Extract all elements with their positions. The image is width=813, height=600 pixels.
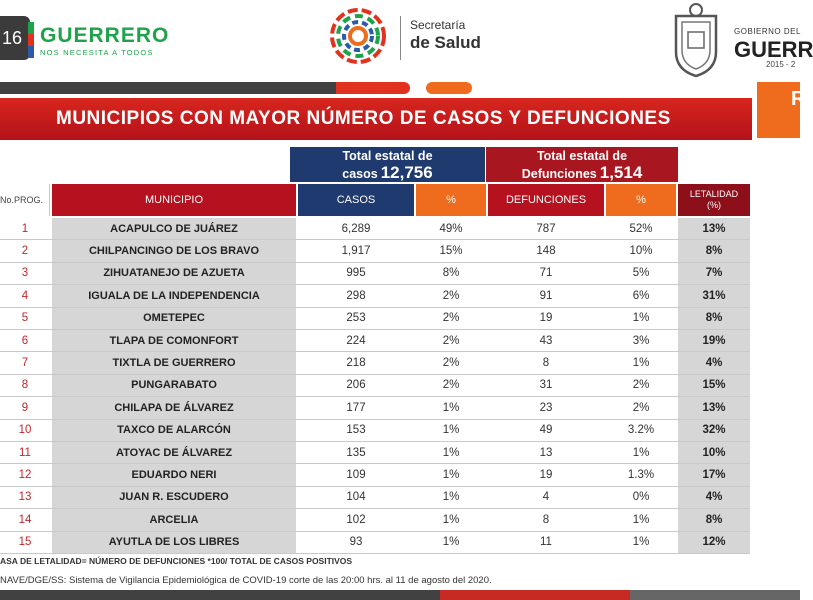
total-deaths-line: [486, 164, 678, 183]
cell-prog: 14: [18, 513, 32, 526]
table-row: [0, 397, 750, 419]
cell-defunciones: 787: [536, 222, 556, 235]
cell-casos: 6,289: [341, 222, 371, 235]
header-stripe-red: [336, 82, 410, 94]
cell-def-pct: 1%: [632, 536, 650, 549]
table-row: [0, 352, 750, 374]
total-deaths-value: 1,514: [599, 163, 643, 182]
cell-casos-pct: 15%: [439, 245, 463, 258]
footer-stripe-dark: [0, 590, 440, 600]
cell-defunciones: 19: [539, 312, 553, 325]
cell-def-pct: 3.2%: [627, 424, 655, 437]
footer-stripe-red: [440, 590, 630, 600]
cell-casos-pct: 49%: [439, 222, 463, 235]
cell-def-pct: 0%: [632, 491, 650, 504]
cell-municipio: CHILPANCINGO DE LOS BRAVO: [52, 240, 296, 261]
header-def-pct: %: [606, 184, 676, 216]
cell-letalidad: 4%: [678, 487, 750, 508]
cell-casos: 995: [346, 267, 366, 280]
cell-def-pct: 1%: [632, 357, 650, 370]
cell-letalidad: 4%: [678, 352, 750, 373]
cell-municipio: EDUARDO NERI: [52, 464, 296, 485]
cell-prog: 10: [18, 424, 32, 437]
footer-stripe-gray: [630, 590, 800, 600]
cell-casos-pct: 2%: [442, 334, 460, 347]
table-row: [0, 263, 750, 285]
table-row: [0, 375, 750, 397]
cell-municipio: TAXCO DE ALARCÓN: [52, 420, 296, 441]
cell-casos: 135: [346, 446, 366, 459]
cell-municipio: TIXTLA DE GUERRERO: [52, 352, 296, 373]
cell-prog: 6: [21, 334, 29, 347]
gobierno-label: GOBIERNO DEL: [734, 27, 801, 36]
cell-casos: 153: [346, 424, 366, 437]
header: [0, 0, 813, 82]
cell-def-pct: 10%: [629, 245, 653, 258]
cell-municipio: ARCELIA: [52, 509, 296, 530]
guerrero-flag-icon: [28, 22, 34, 58]
cell-prog: 15: [18, 536, 32, 549]
side-panel-letter: R: [791, 88, 806, 110]
cell-prog: 2: [21, 245, 29, 258]
cell-defunciones: 91: [539, 289, 553, 302]
header-prog: No.PROG.: [0, 184, 50, 216]
cell-defunciones: 13: [539, 446, 553, 459]
cell-letalidad: 13%: [678, 218, 750, 239]
cell-casos: 298: [346, 289, 366, 302]
cell-letalidad: 8%: [678, 308, 750, 329]
total-deaths-label: Total estatal de: [536, 149, 628, 163]
cell-casos: 224: [346, 334, 366, 347]
source-note: NAVE/DGE/SS: Sistema de Vigilancia Epidemiológica de COVID-19 corte de las 20:00 hrs. al 11 de agosto del 2020.: [0, 575, 492, 586]
cell-defunciones: 4: [542, 491, 550, 504]
table-row: [0, 218, 750, 240]
cell-defunciones: 31: [539, 379, 553, 392]
cell-letalidad: 7%: [678, 263, 750, 284]
cell-casos-pct: 1%: [442, 491, 460, 504]
letalidad-note: ASA DE LETALIDAD= NÚMERO DE DEFUNCIONES *100/ TOTAL DE CASOS POSITIVOS: [0, 556, 353, 566]
cell-letalidad: 10%: [678, 442, 750, 463]
cell-casos-pct: 2%: [442, 379, 460, 392]
cell-casos: 104: [346, 491, 366, 504]
header-separator: [400, 16, 401, 60]
cell-casos: 93: [349, 536, 363, 549]
cell-prog: 11: [19, 446, 31, 459]
header-letalidad-label: LETALIDAD: [689, 189, 739, 199]
total-cases-value: 12,756: [380, 163, 433, 182]
cell-def-pct: 52%: [629, 222, 653, 235]
total-deaths-box: [486, 147, 678, 182]
table-header-row: [0, 184, 750, 216]
cell-casos-pct: 1%: [442, 401, 460, 414]
cell-casos: 206: [346, 379, 366, 392]
cell-casos: 102: [346, 513, 366, 526]
cell-prog: 8: [21, 379, 29, 392]
cell-casos: 109: [346, 469, 366, 482]
cell-municipio: TLAPA DE COMONFORT: [52, 330, 296, 351]
header-stripe-dark: [0, 82, 340, 94]
cell-def-pct: 1%: [632, 312, 650, 325]
cell-casos: 253: [346, 312, 366, 325]
cell-municipio: ACAPULCO DE JUÁREZ: [52, 218, 296, 239]
cell-prog: 9: [21, 401, 29, 414]
cell-casos-pct: 1%: [442, 513, 460, 526]
side-panel: [757, 82, 806, 138]
gobierno-years: 2015 - 2: [766, 60, 796, 69]
table-row: [0, 308, 750, 330]
cell-defunciones: 19: [539, 469, 553, 482]
cell-prog: 1: [21, 222, 29, 235]
header-casos: CASOS: [298, 184, 414, 216]
salud-label: de Salud: [410, 33, 481, 52]
cell-defunciones: 49: [539, 424, 553, 437]
table-row: [0, 330, 750, 352]
cell-municipio: JUAN R. ESCUDERO: [52, 487, 296, 508]
brand-tagline: NOS NECESITA A TODOS: [40, 48, 154, 57]
cell-casos-pct: 1%: [442, 424, 460, 437]
cell-letalidad: 32%: [678, 420, 750, 441]
cell-casos-pct: 1%: [442, 536, 460, 549]
cell-casos-pct: 2%: [442, 357, 460, 370]
cell-municipio: AYUTLA DE LOS LIBRES: [52, 532, 296, 553]
cell-defunciones: 23: [539, 401, 553, 414]
cell-defunciones: 71: [539, 267, 553, 280]
cell-municipio: PUNGARABATO: [52, 375, 296, 396]
cell-letalidad: 17%: [678, 464, 750, 485]
cell-defunciones: 8: [542, 513, 550, 526]
secretaria-label: Secretaría: [410, 18, 466, 32]
cell-letalidad: 8%: [678, 509, 750, 530]
cell-casos: 218: [346, 357, 366, 370]
cell-defunciones: 148: [536, 245, 556, 258]
cell-casos-pct: 2%: [442, 312, 460, 325]
page-title: MUNICIPIOS CON MAYOR NÚMERO DE CASOS Y DEFUNCIONES: [0, 98, 752, 140]
cell-def-pct: 2%: [632, 401, 650, 414]
cell-def-pct: 5%: [632, 267, 650, 280]
cell-letalidad: 19%: [678, 330, 750, 351]
table-row: [0, 464, 750, 486]
table-row: [0, 442, 750, 464]
brand-name: GUERRERO: [40, 24, 170, 47]
cell-prog: 12: [18, 469, 32, 482]
table-row: [0, 509, 750, 531]
cell-prog: 3: [21, 267, 29, 280]
cell-municipio: ZIHUATANEJO DE AZUETA: [52, 263, 296, 284]
cell-casos-pct: 1%: [442, 469, 460, 482]
cell-def-pct: 2%: [632, 379, 650, 392]
cell-prog: 4: [21, 289, 29, 302]
cell-municipio: OMETEPEC: [52, 308, 296, 329]
gobierno-state-name: GUERR: [734, 37, 813, 62]
cell-letalidad: 15%: [678, 375, 750, 396]
slide-number-badge: 16: [0, 16, 30, 60]
cell-def-pct: 1.3%: [627, 469, 655, 482]
cell-casos: 1,917: [341, 245, 371, 258]
cell-prog: 13: [18, 491, 32, 504]
cell-defunciones: 11: [540, 536, 552, 549]
header-defunciones: DEFUNCIONES: [488, 184, 604, 216]
total-deaths-label-2: Defunciones: [521, 167, 597, 181]
cell-def-pct: 6%: [632, 289, 650, 302]
cell-municipio: ATOYAC DE ÁLVAREZ: [52, 442, 296, 463]
cell-defunciones: 8: [542, 357, 550, 370]
cell-prog: 7: [21, 357, 29, 370]
cell-municipio: CHILAPA DE ÁLVAREZ: [52, 397, 296, 418]
cell-def-pct: 3%: [632, 334, 650, 347]
cell-defunciones: 43: [539, 334, 553, 347]
cell-casos: 177: [346, 401, 366, 414]
cell-letalidad: 8%: [678, 240, 750, 261]
cell-prog: 5: [21, 312, 29, 325]
cell-casos-pct: 2%: [442, 289, 460, 302]
header-stripe-orange: [426, 82, 472, 94]
header-letalidad-unit: (%): [707, 200, 721, 210]
cell-casos-pct: 8%: [442, 267, 460, 280]
total-cases-line: [290, 164, 485, 183]
total-cases-label-2: casos: [342, 167, 378, 181]
table-row: [0, 532, 750, 554]
cell-letalidad: 12%: [678, 532, 750, 553]
cell-def-pct: 1%: [632, 513, 650, 526]
header-municipio: MUNICIPIO: [52, 184, 296, 216]
header-casos-pct: %: [416, 184, 486, 216]
state-shield-icon: [668, 2, 724, 78]
cell-casos-pct: 1%: [442, 446, 460, 459]
cell-letalidad: 13%: [678, 397, 750, 418]
salud-logo-icon: [330, 8, 386, 64]
cell-def-pct: 1%: [632, 446, 650, 459]
total-cases-label: Total estatal de: [342, 149, 433, 163]
header-letalidad: [678, 184, 750, 216]
table-row: [0, 240, 750, 262]
table-row: [0, 420, 750, 442]
total-cases-box: [290, 147, 485, 182]
cell-letalidad: 31%: [678, 285, 750, 306]
table-row: [0, 285, 750, 307]
cell-municipio: IGUALA DE LA INDEPENDENCIA: [52, 285, 296, 306]
table-row: [0, 487, 750, 509]
